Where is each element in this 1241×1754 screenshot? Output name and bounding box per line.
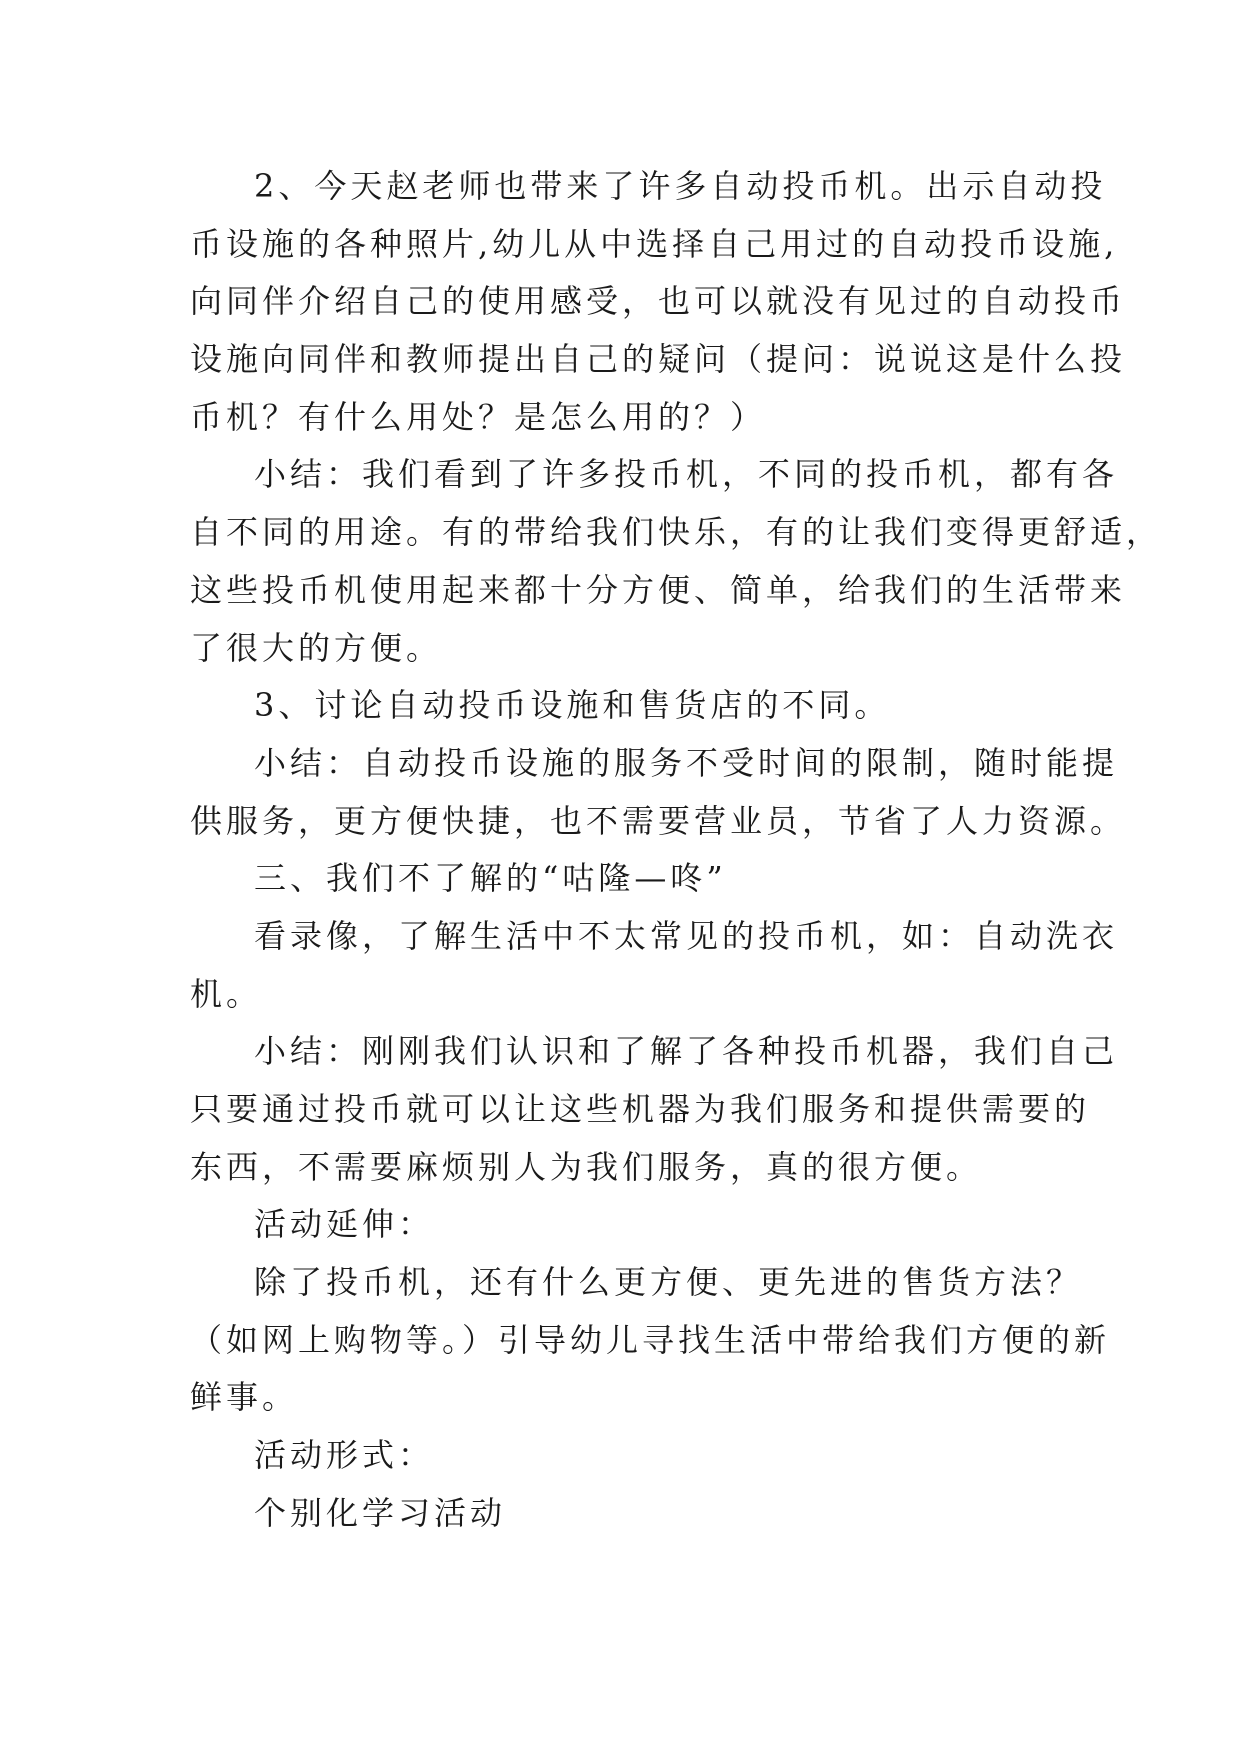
text-line: 鲜事。 xyxy=(190,1378,299,1417)
text-line: 3、讨论自动投币设施和售货店的不同。 xyxy=(254,686,891,725)
text-line: 只要通过投币就可以让这些机器为我们服务和提供需要的 xyxy=(190,1090,1091,1128)
text-line: 个别化学习活动 xyxy=(254,1493,507,1532)
text-line: 币机？有什么用处？是怎么用的？） xyxy=(190,397,767,436)
text-line: 机。 xyxy=(190,974,263,1013)
section-label: 活动形式： xyxy=(254,1436,435,1475)
text-line: 供服务，更方便快捷，也不需要营业员，节省了人力资源。 xyxy=(190,801,1127,840)
text-line: 了很大的方便。 xyxy=(190,628,443,667)
text-line: 小结：自动投币设施的服务不受时间的限制，随时能提 xyxy=(254,743,1119,782)
text-line: 看录像，了解生活中不太常见的投币机，如：自动洗衣 xyxy=(254,916,1119,955)
text-line: 除了投币机，还有什么更方便、更先进的售货方法？ xyxy=(254,1263,1083,1302)
text-line: 这些投币机使用起来都十分方便、简单，给我们的生活带来 xyxy=(190,570,1127,609)
text-line: 东西，不需要麻烦别人为我们服务，真的很方便。 xyxy=(190,1147,983,1186)
text-line: （如网上购物等。）引导幼儿寻找生活中带给我们方便的新 xyxy=(190,1320,1111,1359)
text-line: 小结：刚刚我们认识和了解了各种投币机器，我们自己 xyxy=(254,1032,1119,1071)
text-line: 币设施的各种照片,幼儿从中选择自己用过的自动投币设施, xyxy=(190,224,1119,263)
text-line: 设施向同伴和教师提出自己的疑问（提问：说说这是什么投 xyxy=(190,340,1127,379)
section-label: 活动延伸： xyxy=(254,1205,435,1244)
section-heading: 三、我们不了解的“咕隆—咚” xyxy=(254,859,727,898)
text-line: 自不同的用途。有的带给我们快乐，有的让我们变得更舒适， xyxy=(190,513,1163,552)
text-line: 向同伴介绍自己的使用感受，也可以就没有见过的自动投币 xyxy=(190,282,1127,321)
document-body xyxy=(190,158,1163,1543)
text-line: 2、今天赵老师也带来了许多自动投币机。出示自动投 xyxy=(254,167,1107,205)
text-line: 小结：我们看到了许多投币机，不同的投币机，都有各 xyxy=(254,455,1119,494)
